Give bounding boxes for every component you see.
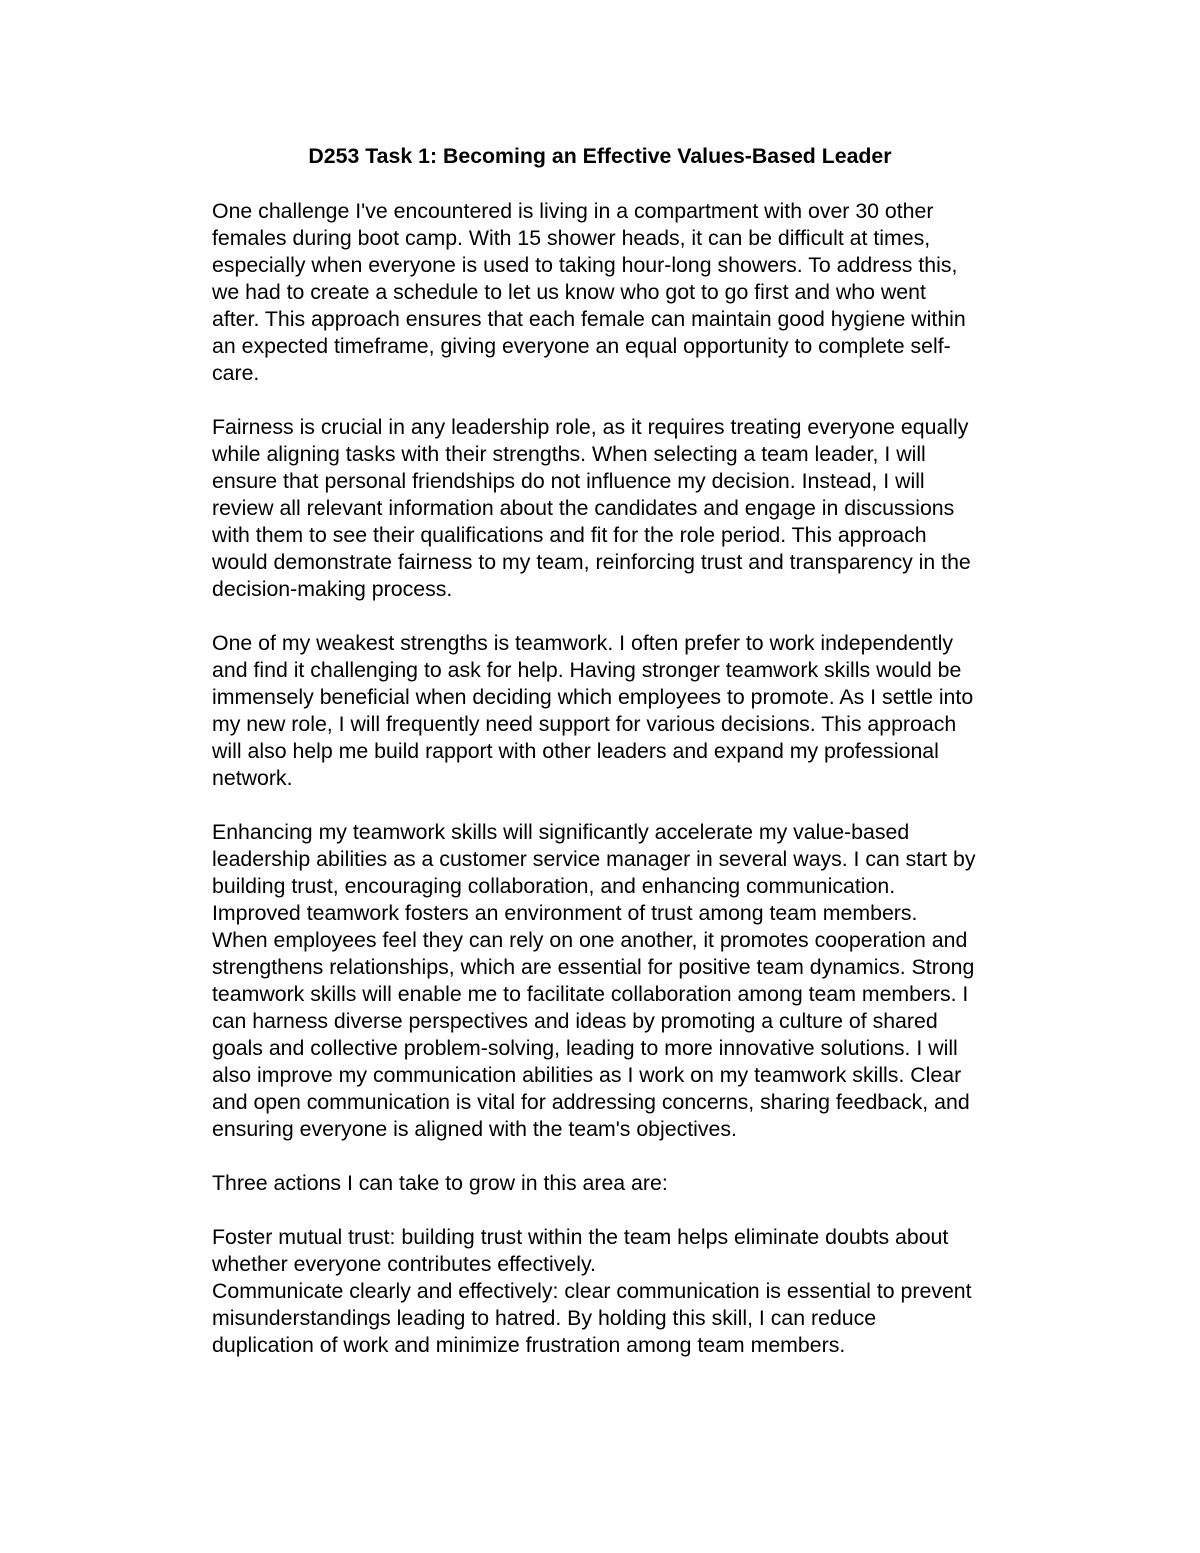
paragraph-weakest-strength: One of my weakest strengths is teamwork. I often prefer to work independently and find it challenging to ask for help. Having stronger teamwork skills would be immensely beneficial when deciding which employees to promote. As I settle into my new role, I will frequently need support for various decisions. This approach will also help me build rapport with other leaders and expand my professional network.: [212, 631, 974, 790]
paragraph-boot-camp-challenge: One challenge I've encountered is living in a compartment with over 30 other females during boot camp. With 15 shower heads, it can be difficult at times, especially when everyone is used to taking hour-long showers. To address this, we had to create a schedule to let us know who got to go first and who went after. This approach ensures that each female can maintain good hygiene within an expected timeframe, giving everyone an equal opportunity to complete self- care.: [212, 199, 966, 385]
action-item-communicate: Communicate clearly and effectively: clear communication is essential to prevent misunderstandings leading to hatred. By holding this skill, I can reduce duplication of work and minimize frustration among team members.: [212, 1279, 972, 1357]
paragraph-actions-intro: Three actions I can take to grow in this area are:: [212, 1171, 668, 1195]
paragraph-enhancing-teamwork: Enhancing my teamwork skills will significantly accelerate my value-based leadership abilities as a customer service manager in several ways. I can start by building trust, encouraging collaboration, and enhancing communication. Improved teamwork fosters an environment of trust among team members. When employees feel they can rely on one another, it promotes cooperation and strengthens relationships, which are essential for positive team dynamics. Strong teamwork skills will enable me to facilitate collaboration among team members. I can harness diverse perspectives and ideas by promoting a culture of shared goals and collective problem-solving, leading to more innovative solutions. I will also improve my communication abilities as I work on my teamwork skills. Clear and open communication is vital for addressing concerns, sharing feedback, and ensuring everyone is aligned with the team's objectives.: [212, 820, 976, 1141]
document-body: [212, 198, 1062, 1359]
action-item-foster-trust: Foster mutual trust: building trust within the team helps eliminate doubts about whether everyone contributes effectively.: [212, 1225, 949, 1276]
document-title: D253 Task 1: Becoming an Effective Values-Based Leader: [308, 144, 892, 168]
paragraph-fairness: Fairness is crucial in any leadership role, as it requires treating everyone equally while aligning tasks with their strengths. When selecting a team leader, I will ensure that personal friendships do not influence my decision. Instead, I will review all relevant information about the candidates and engage in discussions with them to see their qualifications and fit for the role period. This approach would demonstrate fairness to my team, reinforcing trust and transparency in the decision-making process.: [212, 415, 971, 601]
